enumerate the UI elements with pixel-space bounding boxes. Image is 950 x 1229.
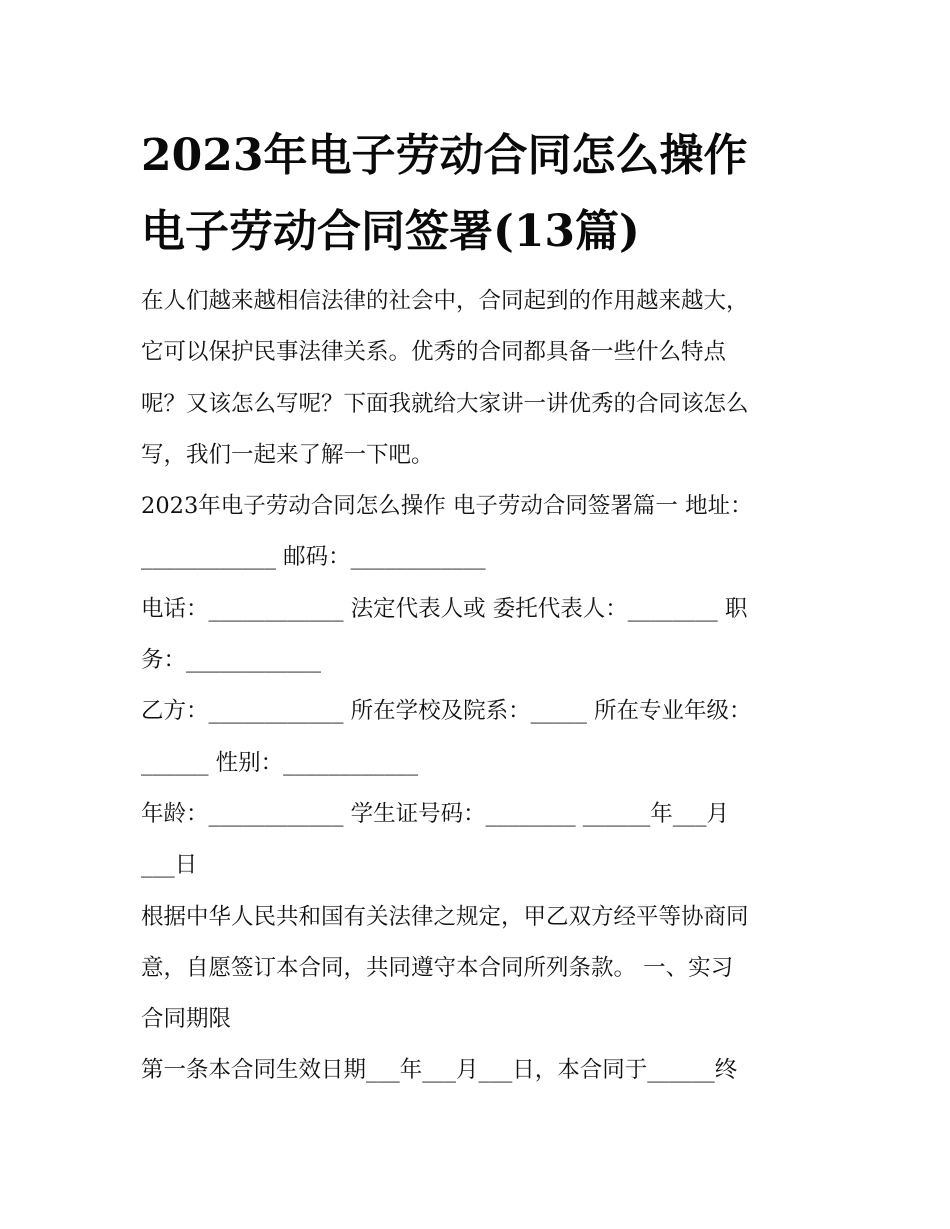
document-body	[141, 276, 821, 1097]
body-line: 写，我们一起来了解一下吧。	[141, 441, 434, 468]
body-line: 务：____________	[141, 647, 322, 674]
body-line: 乙方：____________ 所在学校及院系：_____ 所在专业年级：	[141, 698, 752, 725]
body-line: ___日	[141, 852, 198, 879]
body-line: ____________ 邮码：____________	[141, 544, 486, 571]
body-line: 2023年电子劳动合同怎么操作 电子劳动合同签署篇一 地址：	[141, 493, 753, 520]
title-line-2	[141, 194, 821, 270]
body-line: 合同期限	[141, 1006, 232, 1033]
body-line: 意，自愿签订本合同，共同遵守本合同所列条款。 一、实习	[141, 954, 734, 981]
document-title	[141, 118, 821, 270]
body-line: 在人们越来越相信法律的社会中，合同起到的作用越来越大，	[141, 288, 749, 314]
body-line: 它可以保护民事法律关系。优秀的合同都具备一些什么特点	[141, 339, 727, 366]
body-line: 电话：____________ 法定代表人或 委托代表人：________ 职	[141, 595, 748, 622]
body-line: 呢？又该怎么写呢？下面我就给大家讲一讲优秀的合同该怎么	[141, 390, 749, 417]
body-line: ______ 性别：____________	[141, 749, 419, 776]
body-line: 年龄：____________ 学生证号码：________ ______年___月	[141, 800, 730, 827]
title-line-2-count: (13篇)	[493, 206, 640, 257]
body-line: 第一条本合同生效日期___年___月___日，本合同于______终	[141, 1057, 738, 1084]
body-line: 根据中华人民共和国有关法律之规定，甲乙双方经平等协商同	[141, 903, 749, 930]
document-page	[141, 118, 821, 1097]
title-line-2-text: 电子劳动合同签署	[141, 206, 493, 257]
title-line-1: 2023年电子劳动合同怎么操作	[141, 130, 748, 181]
